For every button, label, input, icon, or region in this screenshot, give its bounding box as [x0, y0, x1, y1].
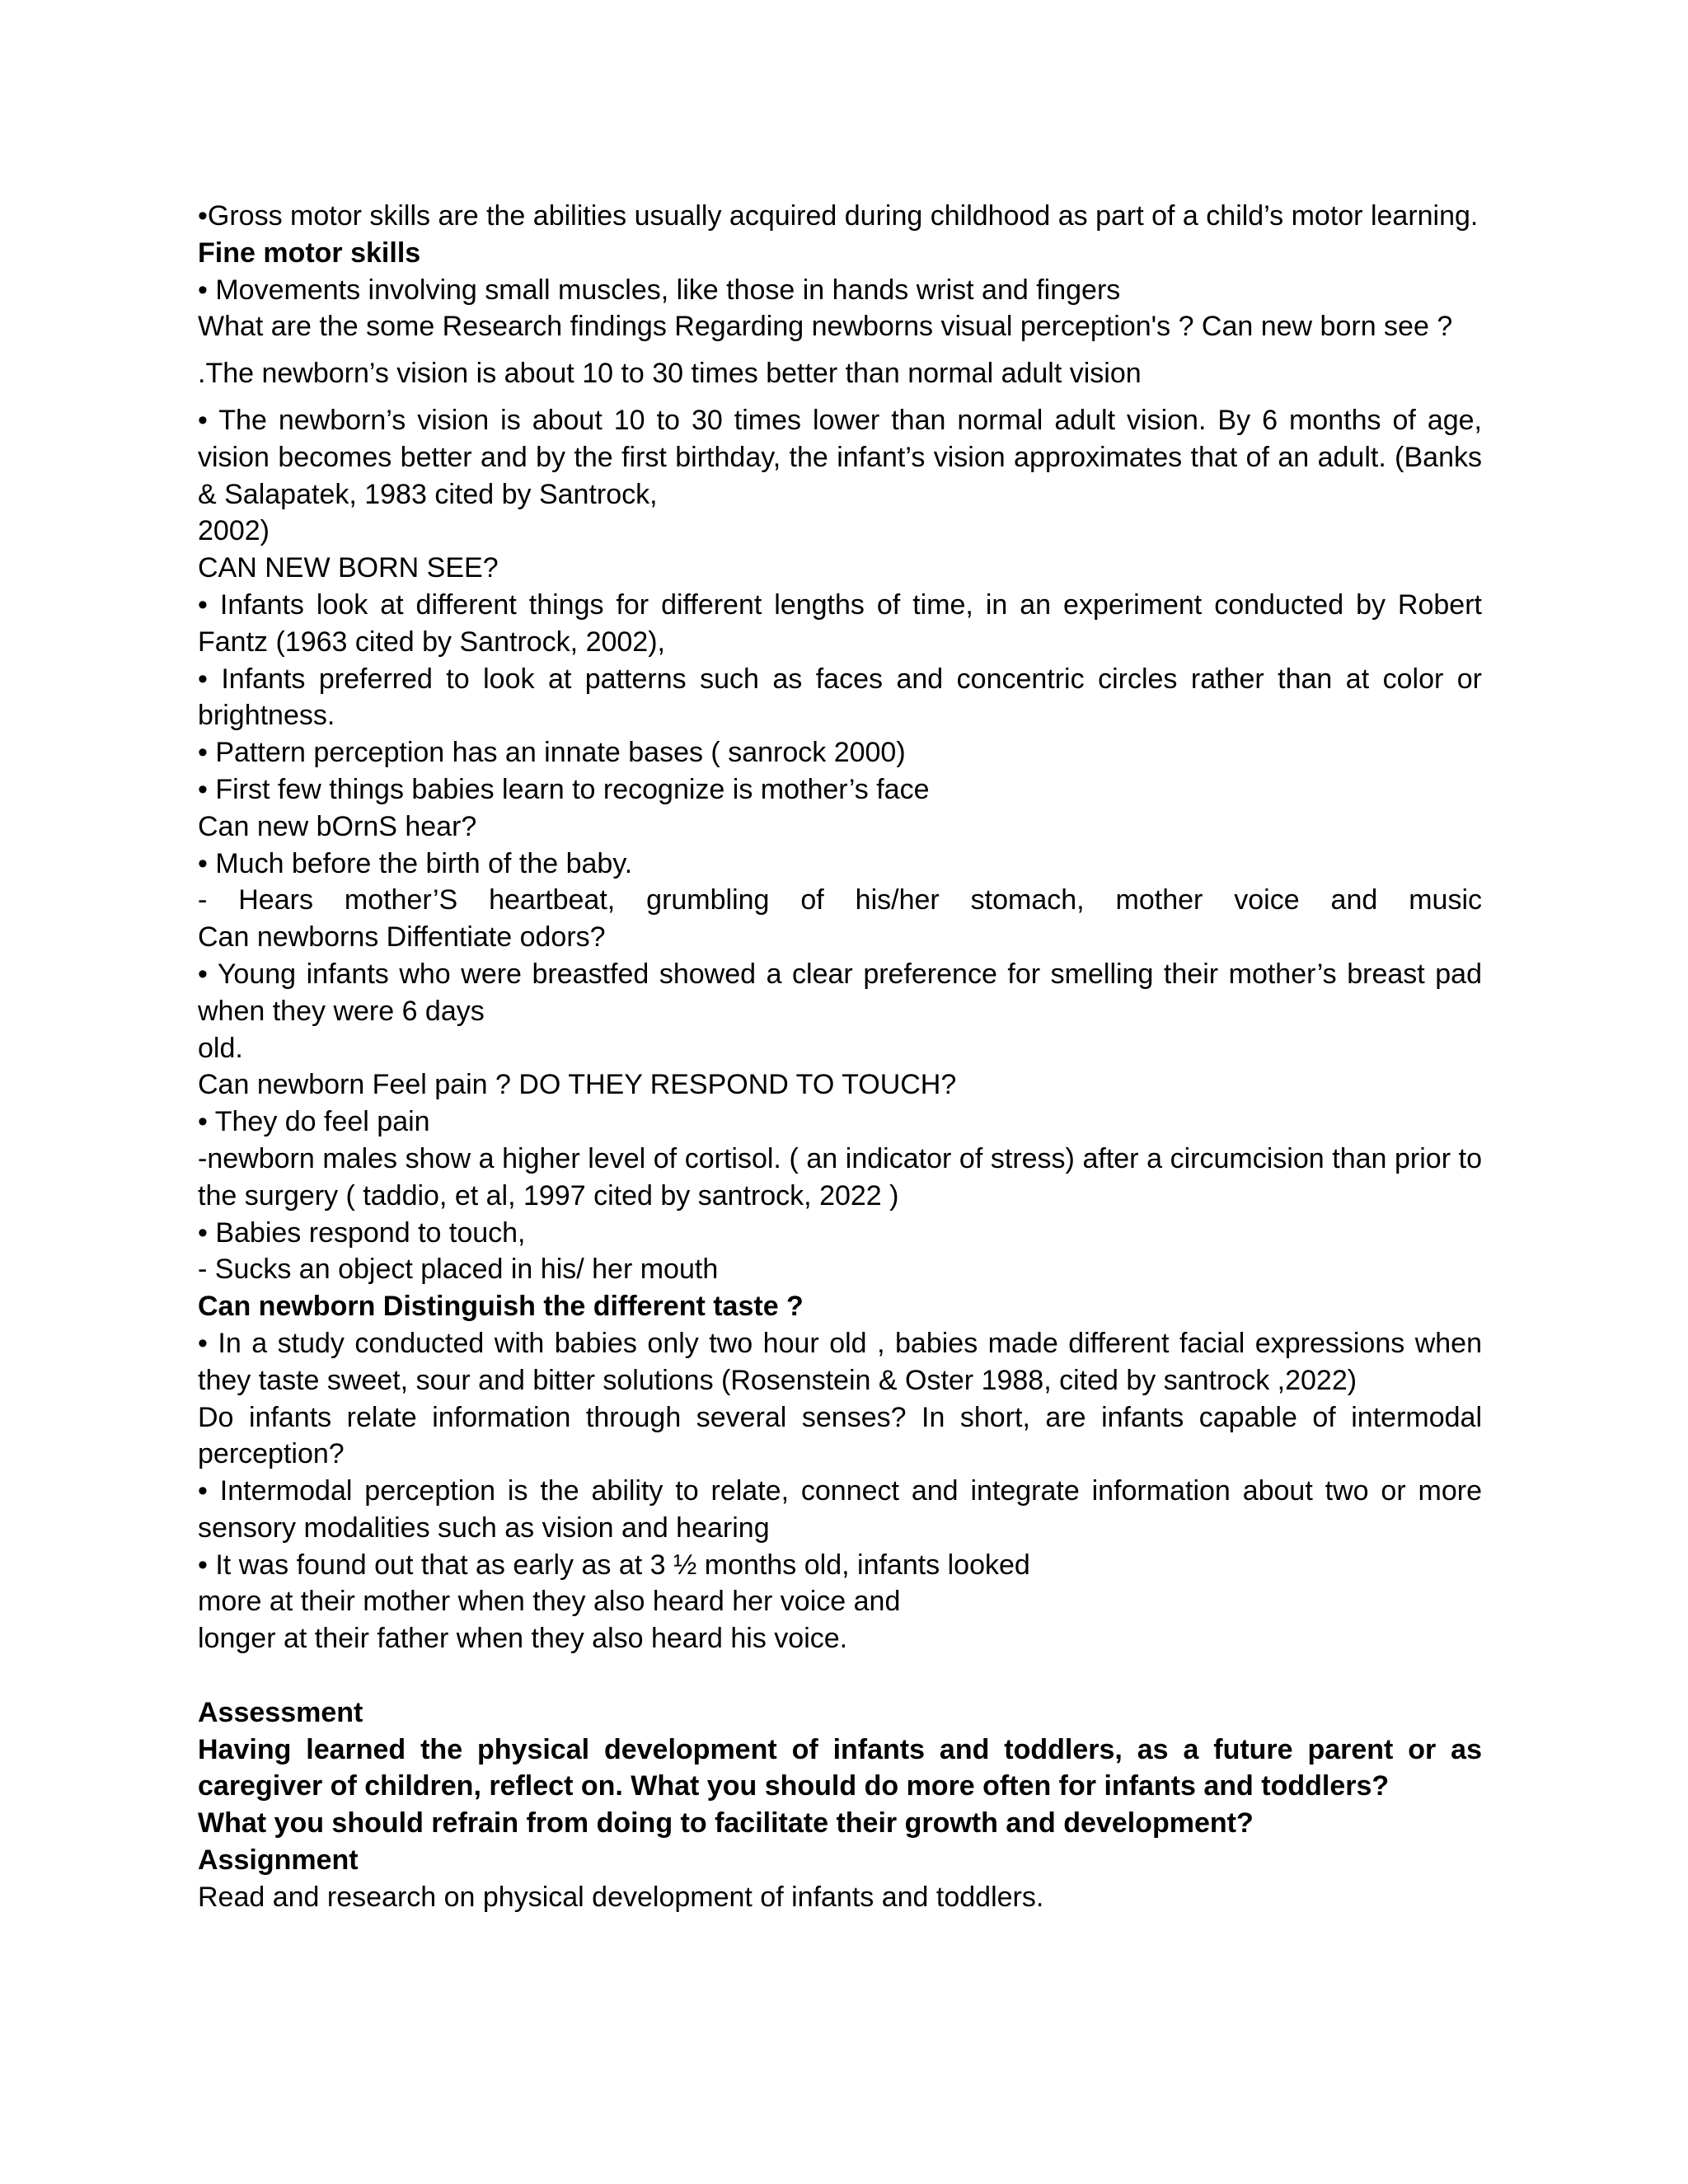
- differentiate-odors-heading: Can newborns Diffentiate odors?: [198, 921, 606, 954]
- mother-voice-line: more at their mother when they also heard her voice and: [198, 1586, 901, 1618]
- sucks-object-line: - Sucks an object placed in his/ her mouth: [198, 1254, 719, 1286]
- assessment-heading: Assessment: [198, 1696, 363, 1728]
- fine-motor-skills-heading: Fine motor skills: [198, 237, 421, 269]
- spacer: [198, 392, 1482, 402]
- cortisol-paragraph: -newborn males show a higher level of cortisol. ( an indicator of stress) after a circumcision than prior to the surgery ( taddio, et al, 1997 cited by santrock, 2022 ): [198, 1142, 1482, 1212]
- can-new-born-see-heading: CAN NEW BORN SEE?: [198, 552, 499, 584]
- can-newborns-hear-heading: Can new bOrnS hear?: [198, 810, 477, 842]
- respond-to-touch-bullet: • Babies respond to touch,: [198, 1216, 526, 1249]
- hears-heartbeat-line: - Hears mother’S heartbeat, grumbling of his/her stomach, mother voice and music: [198, 884, 1482, 916]
- pattern-perception-bullet: • Pattern perception has an innate bases ( sanrock 2000): [198, 737, 906, 769]
- assessment-refrain-line: What you should refrain from doing to facilitate their growth and development?: [198, 1807, 1254, 1840]
- father-voice-line: longer at their father when they also heard his voice.: [198, 1623, 848, 1655]
- fine-motor-skills-bullet: • Movements involving small muscles, like those in hands wrist and fingers: [198, 274, 1121, 306]
- assignment-heading: Assignment: [198, 1844, 359, 1877]
- feel-pain-heading: Can newborn Feel pain ? DO THEY RESPOND TO TOUCH?: [198, 1069, 957, 1101]
- assessment-reflection-paragraph: Having learned the physical development of infants and toddlers, as a future parent or as caregiver of children, reflect on. What you should do more often for infants and toddlers?: [198, 1733, 1482, 1802]
- assignment-instruction: Read and research on physical development of infants and toddlers.: [198, 1881, 1044, 1913]
- patterns-preference-paragraph: • Infants preferred to look at patterns such as faces and concentric circles rather than at color or brightness.: [198, 663, 1482, 732]
- three-half-months-line: • It was found out that as early as at 3 ½ months old, infants looked: [198, 1549, 1030, 1581]
- taste-study-paragraph: • In a study conducted with babies only two hour old , babies made different facial expressions when they taste sweet, sour and bitter solutions (Rosenstein & Oster 1988, cited by santrock ,2022): [198, 1327, 1482, 1396]
- breast-pad-paragraph: • Young infants who were breastfed showed a clear preference for smelling their mother’s breast pad when they were 6 days: [198, 958, 1482, 1027]
- before-birth-bullet: • Much before the birth of the baby.: [198, 847, 633, 879]
- mothers-face-bullet: • First few things babies learn to recognize is mother’s face: [198, 773, 930, 805]
- vision-lower-paragraph: • The newborn’s vision is about 10 to 30 times lower than normal adult vision. By 6 months of age, vision becomes better and by the first birthday, the infant’s vision approximates that of an adult. (Banks & Salapatek, 1983 cited by Santrock,: [198, 404, 1482, 510]
- citation-year-line: 2002): [198, 515, 270, 547]
- visual-perception-question: What are the some Research findings Regarding newborns visual perception's ? Can new born see ?: [198, 311, 1453, 343]
- spacer: [198, 345, 1482, 355]
- fantz-experiment-paragraph: • Infants look at different things for different lengths of time, in an experiment conducted by Robert Fantz (1963 cited by Santrock, 2002),: [198, 588, 1482, 658]
- distinguish-taste-heading: Can newborn Distinguish the different taste ?: [198, 1291, 804, 1323]
- spacer: [198, 1657, 1482, 1694]
- document-body: [198, 198, 1482, 1916]
- feel-pain-bullet: • They do feel pain: [198, 1106, 430, 1138]
- gross-motor-skills-line: •Gross motor skills are the abilities usually acquired during childhood as part of a child’s motor learning.: [198, 200, 1479, 232]
- old-line: old.: [198, 1032, 243, 1064]
- intermodal-definition-paragraph: • Intermodal perception is the ability to relate, connect and integrate information about two or more sensory modalities such as vision and hearing: [198, 1475, 1482, 1544]
- intermodal-question-paragraph: Do infants relate information through several senses? In short, are infants capable of intermodal perception?: [198, 1401, 1482, 1470]
- vision-better-line: .The newborn’s vision is about 10 to 30 times better than normal adult vision: [198, 358, 1142, 390]
